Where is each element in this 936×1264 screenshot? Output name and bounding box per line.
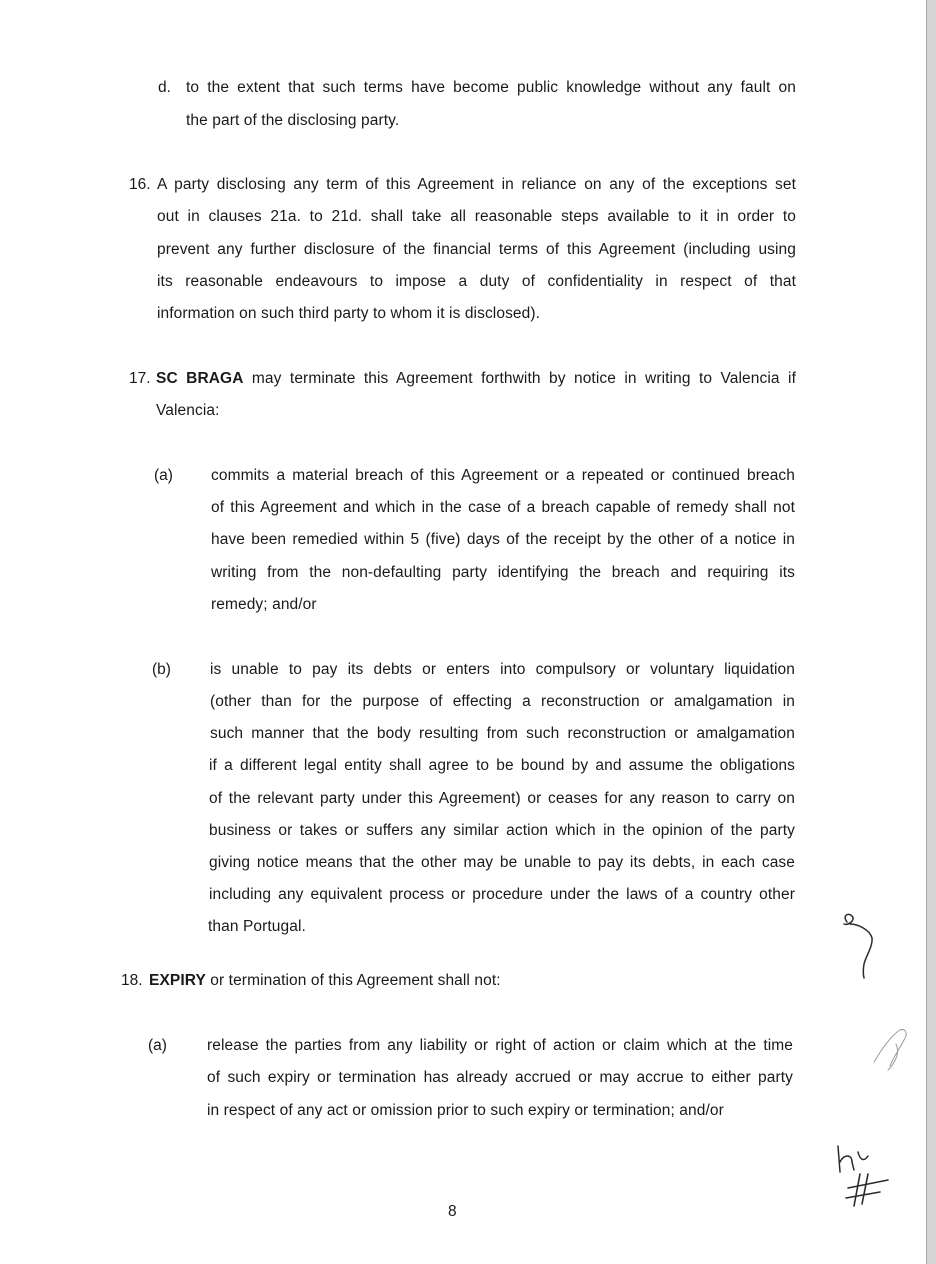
clause-17b-line-3: such manner that the body resulting from such reconstruction or amalgamation — [210, 725, 795, 742]
clause-17b-line-1: is unable to pay its debts or enters into compulsory or voluntary liquidation — [210, 661, 795, 678]
clause-18a-line-3: in respect of any act or omission prior to such expiry or termination; and/or — [207, 1102, 724, 1119]
clause-17a-line-3: have been remedied within 5 (five) days of the receipt by the other of a notice in — [211, 531, 795, 548]
clause-17a-line-1: commits a material breach of this Agreement or a repeated or continued breach — [211, 467, 795, 484]
clause-17b-line-2: (other than for the purpose of effecting a reconstruction or amalgamation in — [210, 693, 795, 710]
page-number: 8 — [448, 1203, 457, 1220]
clause-17a-line-2: of this Agreement and which in the case of a breach capable of remedy shall not — [211, 499, 795, 516]
clause-15d-line-2: the part of the disclosing party. — [186, 112, 400, 129]
clause-18-number: 18. — [121, 972, 143, 989]
handwritten-initial-2 — [866, 1022, 916, 1078]
clause-15d-line-1: to the extent that such terms have become public knowledge without any fault on — [186, 79, 796, 96]
clause-16-line-3: prevent any further disclosure of the financial terms of this Agreement (including using — [157, 241, 796, 258]
clause-17b-line-9: than Portugal. — [208, 918, 306, 935]
page-edge-scrollbar — [926, 0, 936, 1264]
clause-17a-line-4: writing from the non-defaulting party identifying the breach and requiring its — [211, 564, 795, 581]
clause-16-line-5: information on such third party to whom it is disclosed). — [157, 305, 541, 322]
clause-17-line-1-text: may terminate this Agreement forthwith by notice in writing to Valencia if — [243, 370, 796, 387]
clause-17-line-1 — [156, 369, 796, 389]
clause-17-party-name: SC BRAGA — [156, 370, 244, 387]
clause-16-line-1: A party disclosing any term of this Agreement in reliance on any of the exceptions set — [157, 176, 796, 193]
clause-17b-line-6: business or takes or suffers any similar action which in the opinion of the party — [209, 822, 795, 839]
handwritten-initial-3 — [830, 1136, 900, 1216]
clause-16-line-4: its reasonable endeavours to impose a duty of confidentiality in respect of that — [157, 273, 796, 290]
clause-17-line-2: Valencia: — [156, 402, 220, 419]
clause-17b-label: (b) — [152, 661, 171, 678]
clause-18-line-1-text: or termination of this Agreement shall not: — [205, 972, 501, 989]
clause-17b-line-7: giving notice means that the other may be unable to pay its debts, in each case — [209, 854, 795, 871]
clause-18a-label: (a) — [148, 1037, 167, 1054]
clause-17b-line-5: of the relevant party under this Agreement) or ceases for any reason to carry on — [209, 790, 795, 807]
clause-18a-line-2: of such expiry or termination has already accrued or may accrue to either party — [207, 1069, 793, 1086]
handwritten-initial-1 — [830, 908, 890, 988]
clause-17b-line-4: if a different legal entity shall agree to be bound by and assume the obligations — [209, 757, 795, 774]
clause-17b-line-8: including any equivalent process or procedure under the laws of a country other — [209, 886, 795, 903]
clause-16-number: 16. — [129, 176, 151, 193]
clause-15d-label: d. — [158, 79, 171, 96]
clause-17-number: 17. — [129, 370, 151, 387]
clause-16-line-2: out in clauses 21a. to 21d. shall take all reasonable steps available to it in order to — [157, 208, 796, 225]
clause-17a-line-5: remedy; and/or — [211, 596, 317, 613]
clause-18a-line-1: release the parties from any liability or right of action or claim which at the time — [207, 1037, 793, 1054]
clause-18-keyword: EXPIRY — [149, 972, 206, 989]
clause-17a-label: (a) — [154, 467, 173, 484]
clause-18-line-1 — [149, 971, 749, 991]
